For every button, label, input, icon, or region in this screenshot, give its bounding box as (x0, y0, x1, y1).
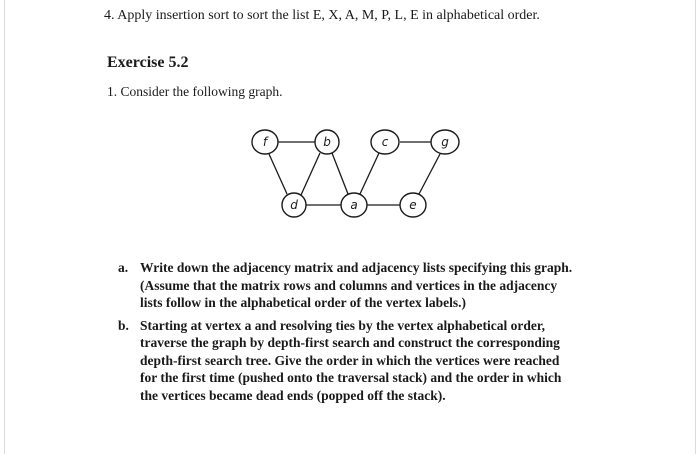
edge-b-a (332, 153, 348, 194)
item-line: Starting at vertex a and resolving ties by the vertex alphabetical order, (140, 317, 545, 333)
graph-figure (240, 118, 470, 218)
edge-c-a (360, 153, 379, 194)
item-label: b. (118, 317, 129, 333)
vertex-f (252, 130, 278, 154)
vertex-a (341, 193, 367, 217)
edge-f-d (269, 154, 287, 194)
vertex-d (282, 193, 306, 217)
vertex-label: c (381, 135, 389, 149)
page-border-left (4, 0, 5, 454)
page-border-right (695, 0, 696, 454)
vertex-b (315, 130, 339, 154)
vertex-c (371, 130, 399, 154)
vertex-label: e (409, 198, 417, 212)
exercise-title: Exercise 5.2 (107, 54, 189, 71)
vertex-label: b (323, 135, 331, 149)
vertex-label: g (441, 135, 449, 149)
item-line: Write down the adjacency matrix and adjacency lists specifying this graph. (140, 260, 573, 275)
item-label: a. (118, 260, 129, 275)
item-a (118, 259, 608, 312)
edge-b-d (301, 153, 320, 195)
item-b (118, 317, 608, 405)
exercise-items (118, 259, 608, 409)
question-4-text: 4. Apply insertion sort to sort the list E, X, A, M, P, L, E in alphabetical order. (104, 8, 540, 23)
exercise-prompt: 1. Consider the following graph. (107, 84, 283, 99)
item-line: lists follow in the alphabetical order of the vertex labels.) (140, 295, 466, 310)
vertex-label: d (290, 198, 298, 212)
item-line: the vertices became dead ends (popped off the stack). (140, 387, 446, 403)
item-line: (Assume that the matrix rows and columns and vertices in the adjacency (140, 277, 558, 293)
item-line: depth-first search tree. Give the order in which the vertices were reached (140, 352, 560, 368)
item-line: traverse the graph by depth-first search and construct the corresponding (140, 335, 560, 350)
vertex-g (431, 130, 459, 154)
edge-g-e (419, 154, 440, 194)
item-line: for the first time (pushed onto the traversal stack) and the order in which (140, 370, 562, 385)
vertex-label: f (262, 135, 268, 149)
vertex-e (400, 193, 426, 217)
vertex-label: a (350, 198, 358, 212)
